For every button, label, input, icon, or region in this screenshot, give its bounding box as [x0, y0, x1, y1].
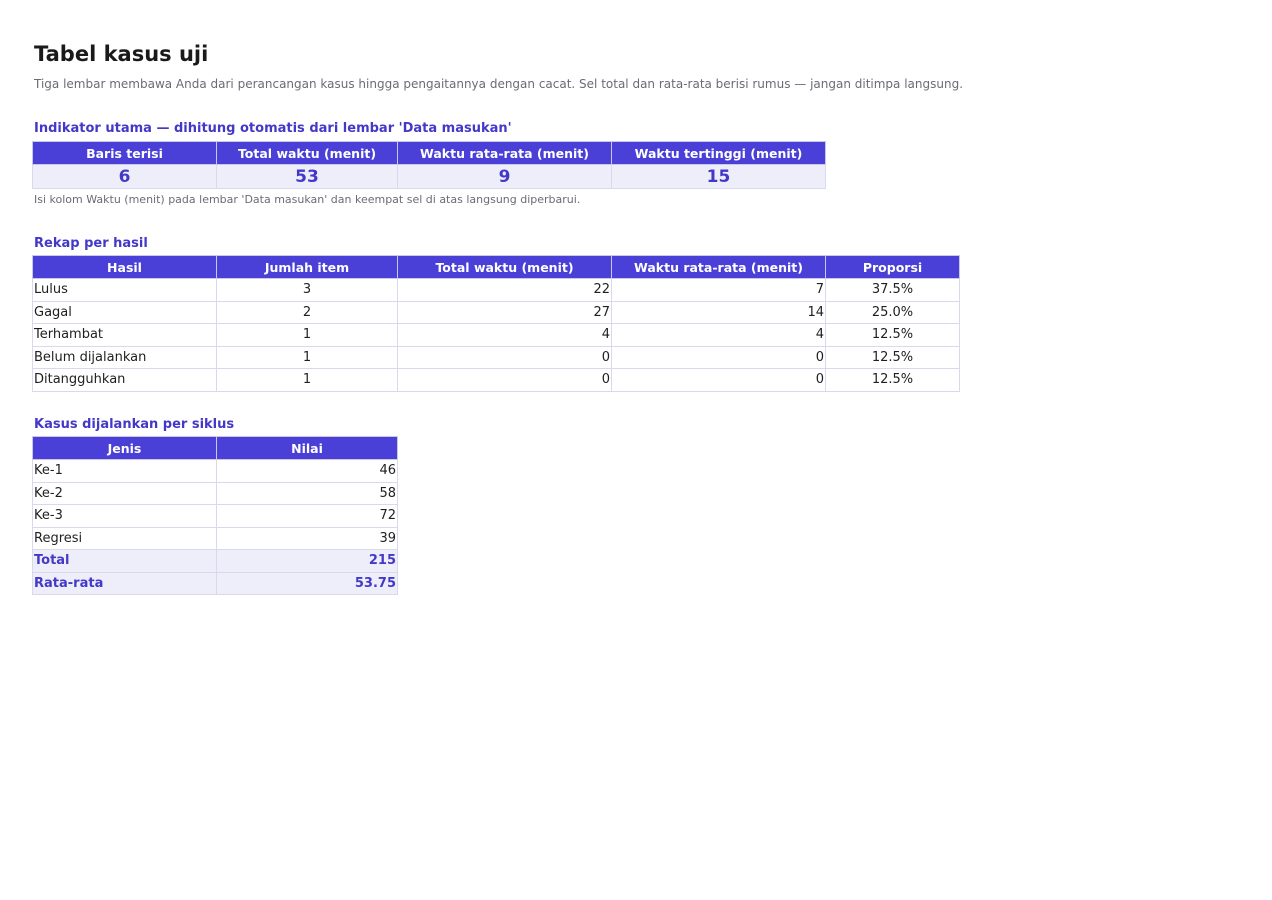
cycles-section-title: Kasus dijalankan per siklus — [34, 417, 235, 432]
table-row — [33, 527, 398, 550]
cycle-type-cell[interactable]: Regresi — [33, 527, 217, 550]
kpi-header-cell[interactable]: Waktu tertinggi (menit) — [612, 142, 826, 165]
kpi-value-row — [33, 165, 826, 189]
page-subtitle: Tiga lembar membawa Anda dari perancangan kasus hingga pengaitannya dengan cacat. Sel total dan rata-rata berisi rumus — jangan ditimpa langsung. — [34, 77, 964, 91]
table-row — [33, 505, 398, 528]
results-header-row — [33, 256, 960, 279]
table-row — [33, 279, 960, 302]
average-label-cell[interactable]: Rata-rata — [33, 572, 217, 595]
results-header-cell[interactable]: Proporsi — [826, 256, 960, 279]
result-name-cell[interactable]: Terhambat — [33, 324, 217, 347]
result-average-time-cell[interactable]: 7 — [612, 279, 826, 302]
table-row — [33, 482, 398, 505]
cycle-value-cell[interactable]: 46 — [217, 460, 398, 483]
kpi-filled-rows-cell[interactable]: 6 — [33, 165, 217, 189]
kpi-header-cell[interactable]: Baris terisi — [33, 142, 217, 165]
result-average-time-cell[interactable]: 14 — [612, 301, 826, 324]
result-proportion-cell[interactable]: 12.5% — [826, 346, 960, 369]
results-table — [32, 255, 960, 392]
result-average-time-cell[interactable]: 0 — [612, 369, 826, 392]
result-proportion-cell[interactable]: 37.5% — [826, 279, 960, 302]
cycles-header-cell[interactable]: Jenis — [33, 437, 217, 460]
result-proportion-cell[interactable]: 12.5% — [826, 324, 960, 347]
result-average-time-cell[interactable]: 4 — [612, 324, 826, 347]
total-row — [33, 550, 398, 573]
result-total-time-cell[interactable]: 0 — [398, 346, 612, 369]
result-total-time-cell[interactable]: 4 — [398, 324, 612, 347]
page-title: Tabel kasus uji — [34, 42, 209, 66]
table-row — [33, 324, 960, 347]
cycle-type-cell[interactable]: Ke-2 — [33, 482, 217, 505]
total-value-cell[interactable]: 215 — [217, 550, 398, 573]
results-section-title: Rekap per hasil — [34, 236, 148, 251]
result-name-cell[interactable]: Gagal — [33, 301, 217, 324]
result-count-cell[interactable]: 3 — [217, 279, 398, 302]
result-count-cell[interactable]: 2 — [217, 301, 398, 324]
results-header-cell[interactable]: Jumlah item — [217, 256, 398, 279]
cycle-type-cell[interactable]: Ke-3 — [33, 505, 217, 528]
table-row — [33, 369, 960, 392]
cycle-value-cell[interactable]: 72 — [217, 505, 398, 528]
result-count-cell[interactable]: 1 — [217, 324, 398, 347]
table-row — [33, 460, 398, 483]
average-row — [33, 572, 398, 595]
result-total-time-cell[interactable]: 0 — [398, 369, 612, 392]
result-name-cell[interactable]: Ditangguhkan — [33, 369, 217, 392]
kpi-header-row — [33, 142, 826, 165]
cycle-value-cell[interactable]: 39 — [217, 527, 398, 550]
table-row — [33, 301, 960, 324]
average-value-cell[interactable]: 53.75 — [217, 572, 398, 595]
kpi-average-time-cell[interactable]: 9 — [398, 165, 612, 189]
total-label-cell[interactable]: Total — [33, 550, 217, 573]
kpi-note: Isi kolom Waktu (menit) pada lembar 'Data masukan' dan keempat sel di atas langsung diperbarui. — [34, 193, 581, 206]
cycles-header-cell[interactable]: Nilai — [217, 437, 398, 460]
kpi-max-time-cell[interactable]: 15 — [612, 165, 826, 189]
result-name-cell[interactable]: Lulus — [33, 279, 217, 302]
table-row — [33, 346, 960, 369]
kpi-header-cell[interactable]: Total waktu (menit) — [217, 142, 398, 165]
result-average-time-cell[interactable]: 0 — [612, 346, 826, 369]
kpi-total-time-cell[interactable]: 53 — [217, 165, 398, 189]
result-proportion-cell[interactable]: 25.0% — [826, 301, 960, 324]
kpi-section-title: Indikator utama — dihitung otomatis dari lembar 'Data masukan' — [34, 121, 512, 136]
kpi-table — [32, 141, 826, 189]
result-total-time-cell[interactable]: 27 — [398, 301, 612, 324]
result-proportion-cell[interactable]: 12.5% — [826, 369, 960, 392]
result-name-cell[interactable]: Belum dijalankan — [33, 346, 217, 369]
result-count-cell[interactable]: 1 — [217, 369, 398, 392]
result-count-cell[interactable]: 1 — [217, 346, 398, 369]
cycle-value-cell[interactable]: 58 — [217, 482, 398, 505]
kpi-header-cell[interactable]: Waktu rata-rata (menit) — [398, 142, 612, 165]
cycles-header-row — [33, 437, 398, 460]
result-total-time-cell[interactable]: 22 — [398, 279, 612, 302]
results-header-cell[interactable]: Total waktu (menit) — [398, 256, 612, 279]
results-header-cell[interactable]: Waktu rata-rata (menit) — [612, 256, 826, 279]
cycles-table — [32, 436, 398, 595]
results-header-cell[interactable]: Hasil — [33, 256, 217, 279]
cycle-type-cell[interactable]: Ke-1 — [33, 460, 217, 483]
